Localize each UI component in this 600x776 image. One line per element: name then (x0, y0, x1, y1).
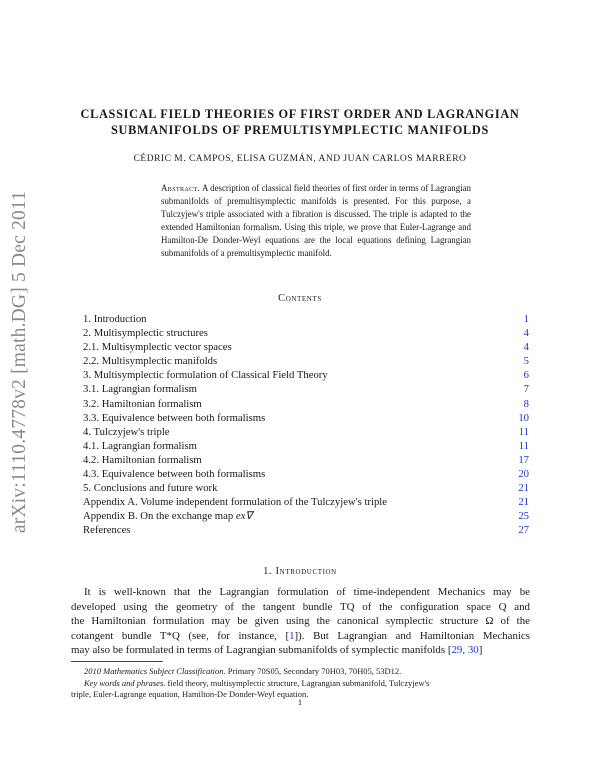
toc-entry-label: 4.2. Hamiltonian formalism (83, 453, 202, 466)
line-text-after: ]). But Lagrangian and Hamiltonian Mechanics (294, 629, 530, 642)
keywords-footnote-continued: triple, Euler-Lagrange equation, Hamilton-De Donder-Weyl equation. (71, 689, 309, 699)
citation-link[interactable]: 29, 30 (451, 644, 479, 657)
msc-label: 2010 Mathematics Subject Classification. (84, 666, 226, 676)
toc-entry[interactable] (83, 312, 529, 326)
toc-entry[interactable] (83, 439, 529, 453)
toc-entry-label: 3.1. Lagrangian formalism (83, 383, 197, 396)
toc-entry[interactable] (83, 425, 529, 439)
arxiv-identifier: arXiv:1110.4778v2 [math.DG] 5 Dec 2011 (9, 190, 30, 534)
abstract-text: A description of classical field theories of first order in terms of Lagrangian submanifolds of premultisymplectic manifolds is presented. For this purpose, a Tulczyjew's triple associated with a fibration is discussed. The triple is adapted to the extended Hamiltonian formalism. Using this triple, we prove that Euler-Lagrange and Hamilton-De Donder-Weyl equations are the local equations defining Lagrangian submanifolds of a premultisymplectic manifold. (161, 183, 471, 258)
toc-entry-label: 2.1. Multisymplectic vector spaces (83, 341, 232, 354)
footnotes (71, 666, 530, 701)
citation-link[interactable]: 1 (289, 629, 295, 642)
toc-entry-page-link[interactable]: 10 (518, 411, 529, 424)
toc-entry-page-link[interactable]: 27 (518, 524, 529, 537)
toc-entry[interactable] (83, 382, 529, 396)
toc-entry[interactable] (83, 523, 529, 537)
toc-entry-page-link[interactable]: 11 (518, 439, 529, 452)
toc-entry-page-link[interactable]: 17 (518, 453, 529, 466)
toc-entry[interactable] (83, 467, 529, 481)
toc-entry-page-link[interactable]: 25 (518, 510, 529, 523)
toc-entry-label: 4.3. Equivalence between both formalisms (83, 468, 266, 481)
paragraph-line (71, 585, 530, 600)
toc-entry-page-link[interactable]: 5 (523, 355, 529, 368)
toc-entry-label: 4. Tulczyjew's triple (83, 425, 170, 438)
paragraph-line (71, 643, 530, 658)
toc-entry-page-link[interactable]: 11 (518, 425, 529, 438)
table-of-contents (83, 312, 529, 538)
toc-entry-label: 3.3. Equivalence between both formalisms (83, 411, 266, 424)
abstract-heading: Abstract. (161, 183, 201, 193)
line-text: the Hamiltonian formulation may be given using the canonical symplectic structure Ω of the (71, 615, 530, 628)
line-text: developed using the geometry of the tangent bundle TQ of the configuration space Q and (71, 600, 530, 613)
paragraph-line (71, 614, 530, 629)
toc-entry[interactable] (83, 354, 529, 368)
toc-entry-page-link[interactable]: 21 (518, 482, 529, 495)
toc-entry[interactable] (83, 340, 529, 354)
toc-entry-page-link[interactable]: 4 (523, 341, 529, 354)
toc-entry[interactable] (83, 411, 529, 425)
toc-entry[interactable] (83, 368, 529, 382)
toc-entry-label: Appendix B. On the exchange map (83, 510, 236, 523)
author-list: CÉDRIC M. CAMPOS, ELISA GUZMÁN, AND JUAN CARLOS MARRERO (133, 154, 467, 164)
keywords-label: Key words and phrases. (84, 677, 166, 688)
paragraph-line (71, 629, 530, 644)
msc-codes: Primary 70S05, Secondary 70H03, 70H05, 53D12. (225, 666, 402, 676)
paper-title-line-2: SUBMANIFOLDS OF PREMULTISYMPLECTIC MANIFOLDS (111, 123, 489, 137)
line-text: It is well-known that the Lagrangian formulation of time-independent Mechanics may be (84, 586, 530, 598)
introduction-paragraph (71, 585, 530, 658)
paragraph-line (71, 600, 530, 615)
toc-entry-label: References (83, 524, 131, 537)
msc-footnote (71, 666, 530, 678)
toc-entry[interactable] (83, 495, 529, 509)
arxiv-stamp (1, 184, 39, 540)
toc-entry[interactable] (83, 326, 529, 340)
toc-entry-label: 4.1. Lagrangian formalism (83, 439, 197, 452)
line-text-after: ] (478, 644, 483, 657)
toc-entry-label: 1. Introduction (83, 313, 147, 325)
toc-entry-label-group (83, 509, 253, 523)
toc-entry-label: Appendix A. Volume independent formulation of the Tulczyjew's triple (83, 496, 388, 509)
keywords-footnote (71, 678, 530, 690)
footnote-divider (71, 661, 163, 662)
toc-entry[interactable] (83, 509, 529, 523)
toc-entry-label: 2.2. Multisymplectic manifolds (83, 355, 218, 368)
page-number: 1 (297, 697, 303, 707)
keywords-text: field theory, multisymplectic structure, Lagrangian submanifold, Tulczyjew's (165, 677, 430, 688)
toc-entry-page-link[interactable]: 7 (523, 383, 529, 396)
toc-entry-page-link[interactable]: 20 (518, 468, 529, 481)
contents-heading: Contents (278, 293, 322, 304)
paper-title-line-1: CLASSICAL FIELD THEORIES OF FIRST ORDER AND LAGRANGIAN (80, 107, 520, 121)
toc-entry-label: 5. Conclusions and future work (83, 482, 218, 495)
toc-entry-page-link[interactable]: 8 (523, 397, 529, 410)
toc-entry[interactable] (83, 453, 529, 467)
toc-entry-label: 3. Multisymplectic formulation of Classical Field Theory (83, 369, 328, 382)
toc-entry-label: 3.2. Hamiltonian formalism (83, 397, 202, 410)
toc-entry-page-link[interactable]: 21 (518, 496, 529, 509)
toc-entry-math: ex∇ (235, 510, 253, 523)
toc-entry-page-link[interactable]: 4 (523, 327, 529, 340)
abstract (161, 182, 471, 260)
toc-entry-page-link[interactable]: 1 (523, 313, 529, 325)
section-heading-introduction: 1. Introduction (263, 566, 337, 577)
toc-entry[interactable] (83, 397, 529, 411)
toc-entry-label: 2. Multisymplectic structures (83, 327, 208, 340)
line-text: may also be formulated in terms of Lagrangian submanifolds of symplectic manifolds [ (71, 644, 452, 657)
toc-entry[interactable] (83, 481, 529, 495)
toc-entry-page-link[interactable]: 6 (523, 369, 529, 382)
line-text: cotangent bundle T*Q (see, for instance, [ (71, 629, 290, 642)
